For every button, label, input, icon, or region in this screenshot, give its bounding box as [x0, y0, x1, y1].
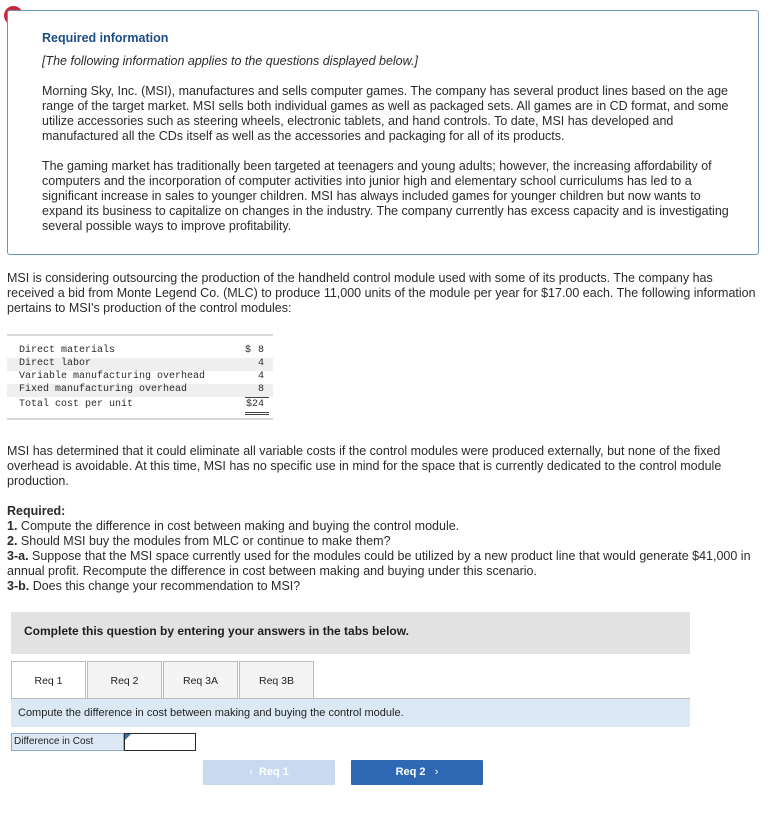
- cost-table: [7, 334, 273, 424]
- complete-prompt-bar: [11, 612, 690, 654]
- required-section: [7, 504, 767, 594]
- row-label: Variable manufacturing overhead: [19, 371, 206, 382]
- prev-button[interactable]: [203, 760, 335, 785]
- instruction-bar: [11, 699, 690, 727]
- instruction-text: Compute the difference in cost between making and buying the control module.: [18, 707, 404, 719]
- chevron-left-icon: ‹: [249, 766, 253, 778]
- chevron-right-icon: ›: [434, 766, 439, 778]
- table-bottom-rule: [7, 418, 273, 420]
- required-item-1: 1. Compute the difference in cost between making and buying the control module.: [7, 519, 460, 533]
- problem-intro: MSI is considering outsourcing the production of the handheld control module used with some of its products. The company has received a bid from Monte Legend Co. (MLC) to produce 11,000 units of the module per year for $17.00 each. The following information pertains to MSI's production of the control modules:: [7, 271, 756, 315]
- difference-in-cost-input[interactable]: [124, 733, 196, 751]
- table-row: [7, 371, 273, 384]
- row-value: 4: [257, 371, 264, 382]
- tab-req-1[interactable]: Req 1: [11, 661, 86, 699]
- input-flag-icon: [125, 734, 131, 740]
- tab-req-3a[interactable]: Req 3A: [163, 661, 238, 699]
- row-label: Direct materials: [19, 345, 116, 356]
- table-row: [7, 358, 273, 371]
- required-information-box: [7, 10, 759, 255]
- table-row-total: [7, 399, 273, 412]
- info-paragraph-2: The gaming market has traditionally been targeted at teenagers and young adults; however, the increasing affordability of computers and the incorporation of computer activities into junior high and elementary school curriculums has led to a significant increase in sales to younger children. MSI has always included games for younger children but now wants to expand its business to capitalize on changes in the industry. The company currently has excess capacity and is investigating several possible ways to improve profitability.: [42, 159, 729, 233]
- row-value: 4: [257, 358, 264, 369]
- tab-req-3b[interactable]: Req 3B: [239, 661, 314, 699]
- info-paragraph-1: Morning Sky, Inc. (MSI), manufactures and sells computer games. The company has several product lines based on the age range of the target market. MSI sells both individual games as well as packaged sets. All games are in CD format, and some utilize accessories such as steering wheels, electronic tablets, and hand controls. To date, MSI has developed and manufactured all the CDs itself as well as the accessories and packaging for all of its products.: [42, 84, 729, 143]
- required-item-3a: 3-a. Suppose that the MSI space currently used for the modules could be utilized by a new product line that would generate $41,000 in annual profit. Recompute the difference in cost between making and buying under this scenario.: [7, 549, 751, 578]
- row-label: Direct labor: [19, 358, 92, 369]
- row-label: Fixed manufacturing overhead: [19, 384, 188, 395]
- dollar-sign: $: [245, 345, 252, 356]
- table-row: [7, 384, 273, 397]
- prev-button-label: Req 1: [258, 766, 289, 778]
- row-value: 8: [257, 384, 264, 395]
- required-item-3b: 3-b. Does this change your recommendation to MSI?: [7, 579, 301, 593]
- subtotal-rule: [245, 397, 269, 398]
- variable-costs-note: MSI has determined that it could eliminate all variable costs if the control modules were produced externally, but none of the fixed overhead is avoidable. At this time, MSI has no specific use in mind for the space that is currently dedicated to the control module production.: [7, 444, 722, 488]
- next-button[interactable]: [351, 760, 483, 785]
- row-value: $24: [245, 399, 264, 410]
- table-row: [7, 345, 273, 358]
- required-title: Required:: [7, 504, 66, 518]
- difference-in-cost-label: Difference in Cost: [11, 733, 124, 751]
- row-label: Total cost per unit: [19, 399, 134, 410]
- total-double-rule: [245, 414, 269, 415]
- tab-req-2[interactable]: Req 2: [87, 661, 162, 699]
- total-double-rule: [245, 412, 269, 413]
- next-button-label: Req 2: [395, 766, 426, 778]
- table-top-rule: [7, 334, 273, 336]
- row-value: 8: [257, 345, 264, 356]
- info-title: Required information: [42, 31, 169, 45]
- complete-prompt: Complete this question by entering your answers in the tabs below.: [24, 624, 409, 638]
- info-subtitle: [The following information applies to the questions displayed below.]: [42, 54, 418, 68]
- required-item-2: 2. Should MSI buy the modules from MLC or continue to make them?: [7, 534, 391, 548]
